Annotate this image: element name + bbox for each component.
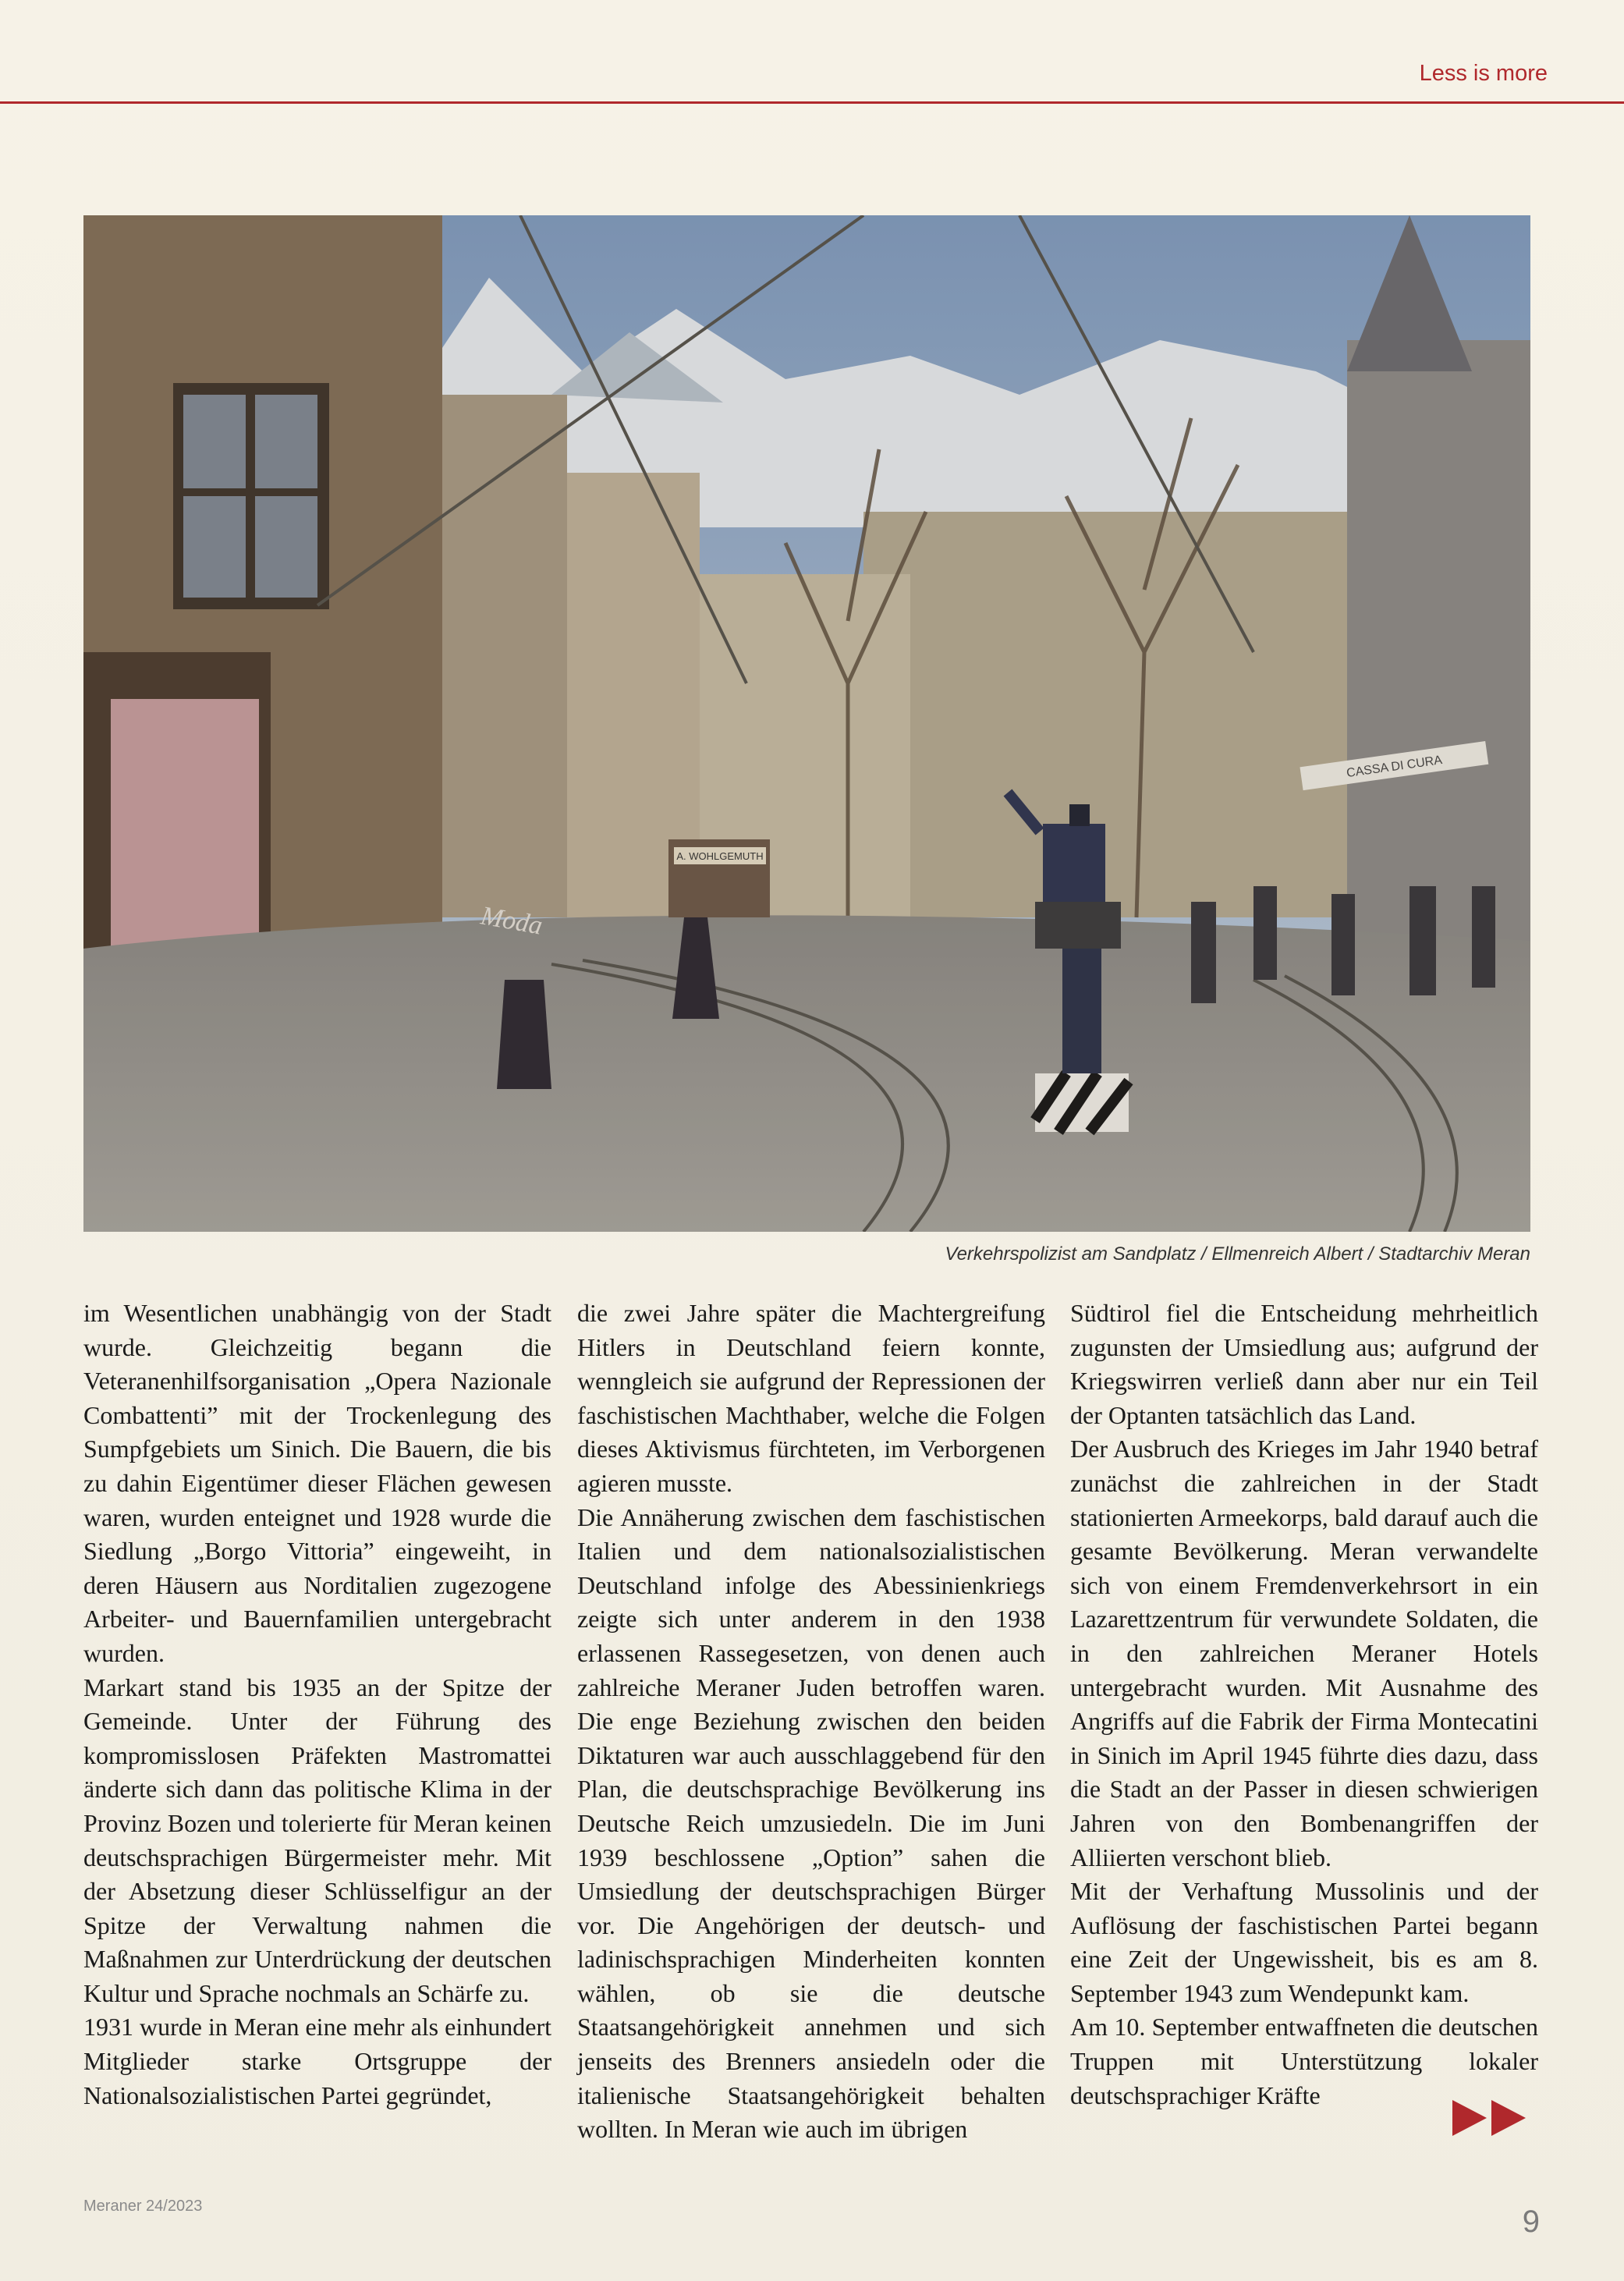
text-column-3 [1070,1297,1538,2112]
window-lettering: Moda [478,901,545,941]
issue-label: Meraner 24/2023 [83,2198,203,2215]
text-column-2 [577,1297,1045,2147]
paragraph: im Wesentlichen unabhängig von der Stadt wurde. Gleichzeitig begann die Veteranenhilfsorganisation „Opera Nazionale Combattenti” mit der Trockenlegung des Sumpfgebiets um Sinich. Die Bauern, die bis zu dahin Eigentümer dieser Flächen gewesen waren, wurden enteignet und 1928 wurde die Siedlung „Borgo Vittoria” eingeweiht, in deren Häusern aus Norditalien zugezogene Arbeiter- und Bauernfamilien untergebracht wurden. [83,1299,551,1667]
page-number: 9 [1522,2205,1540,2239]
header-title: Less is more [1419,61,1548,86]
paragraph: 1931 wurde in Meran eine mehr als einhundert Mitglieder starke Ortsgruppe der Nationalsozialistischen Partei gegründet, [83,2013,551,2109]
paragraph: Die Annäherung zwischen dem faschistischen Italien und dem nationalsozialistischen Deutschland infolge des Abessinienkriegs zeigte sich unter anderem in den 1938 erlassenen Rassegesetzen, von denen auch zahlreiche Meraner Juden betroffen waren. Die enge Beziehung zwischen den beiden Diktaturen war auch ausschlaggebend für den Plan, die deutschsprachige Bevölkerung ins Deutsche Reich umzusiedeln. Die im Juni 1939 beschlossene „Option” sahen die Umsiedlung der deutschsprachigen Bürger vor. Die Angehörigen der deutsch- und ladinischsprachigen Minderheiten konnten wählen, ob sie die deutsche Staatsangehörigkeit annehmen und sich jenseits des Brenners ansiedeln oder die italienische Staatsangehörigkeit behalten wollten. In Meran wie auch im übrigen [577,1502,1045,2144]
header-rule [0,101,1624,104]
paragraph: die zwei Jahre später die Machtergreifung Hitlers in Deutschland feiern konnte, wenngleich sie aufgrund der Repressionen der faschistischen Machthaber, welche die Folgen dieses Aktivismus fürchteten, im Verborgenen agieren musste. [577,1299,1045,1497]
paragraph: Markart stand bis 1935 an der Spitze der Gemeinde. Unter der Führung des kompromisslosen Präfekten Mastromattei änderte sich dann das politische Klima in der Provinz Bozen und tolerierte für Meran keinen deutschsprachigen Bürgermeister mehr. Mit der Absetzung dieser Schlüsselfigur an der Spitze der Verwaltung nahmen die Maßnahmen zur Unterdrückung der deutschen Kultur und Sprache nochmals an Schärfe zu. [83,1673,551,2007]
double-arrow-right-icon [1452,2098,1527,2137]
paragraph: Mit der Verhaftung Mussolinis und der Auflösung der faschistischen Partei begann eine Zeit der Ungewissheit, bis es am 8. September 1943 zum Wendepunkt kam. [1070,1877,1538,2007]
photo-illustration [83,215,1530,1232]
paragraph: Der Ausbruch des Krieges im Jahr 1940 betraf zunächst die zahlreichen in der Stadt stationierten Armeekorps, bald darauf auch die gesamte Bevölkerung. Meran verwandelte sich von einem Fremdenverkehrsort in ein Lazarettzentrum für verwundete Soldaten, die in den zahlreichen Meraner Hotels untergebracht wurden. Mit Ausnahme des Angriffs auf die Fabrik der Firma Montecatini in Sinich im April 1945 führte dies dazu, dass die Stadt an der Passer in diesen schwierigen Jahren von den Bombenangriffen der Alliierten verschont blieb. [1070,1435,1538,1871]
banner-sign: CASSA DI CURA [1346,754,1443,781]
paragraph: Am 10. September entwaffneten die deutschen Truppen mit Unterstützung lokaler deutschsprachiger Kräfte [1070,2013,1538,2109]
text-column-1 [83,1297,551,2112]
paragraph: Südtirol fiel die Entscheidung mehrheitlich zugunsten der Umsiedlung aus; aufgrund der Kriegswirren verließ dann aber nur ein Teil der Optanten tatsächlich das Land. [1070,1299,1538,1429]
photo-caption: Verkehrspolizist am Sandplatz / Ellmenreich Albert / Stadtarchiv Meran [945,1243,1530,1265]
historic-photo [83,215,1530,1232]
shop-sign: A. WOHLGEMUTH [676,850,764,862]
